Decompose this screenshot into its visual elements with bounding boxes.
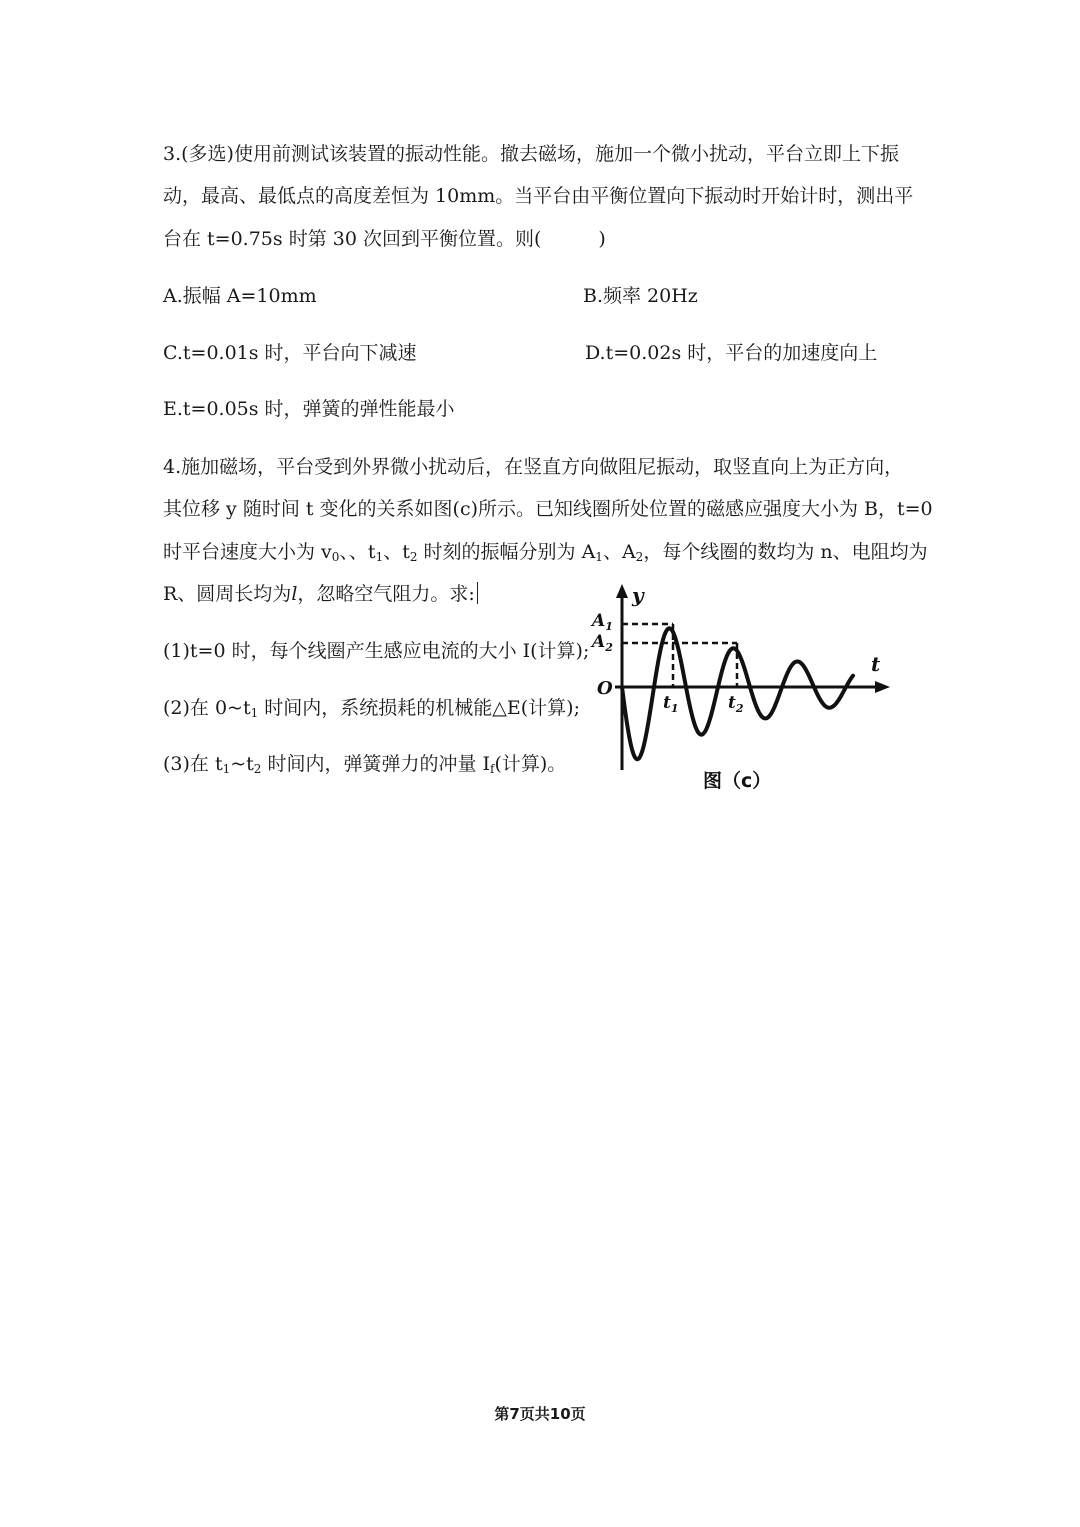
q3-line-1: 3.(多选)使用前测试该装置的振动性能。撤去磁场，施加一个微小扰动，平台立即上下振 — [163, 143, 899, 165]
q4-line-4-part: ，忽略空气阻力。求: — [297, 583, 475, 605]
t2-sub: 2 — [735, 702, 744, 715]
q4-line-2: 其位移 y 随时间 t 变化的关系如图(c)所示。已知线圈所处位置的磁感应强度大小为 B，t=0 — [163, 498, 933, 520]
page-footer: 第7页共10页 — [494, 1405, 586, 1423]
q4-line-3-part: 时平台速度大小为 v — [163, 541, 332, 563]
sub-question-2-part: (2)在 0~t — [163, 697, 251, 719]
option-b: B.频率 20Hz — [583, 285, 698, 307]
a2-main: A — [592, 632, 606, 652]
sub-question-2 — [163, 696, 580, 720]
subscript: 1 — [222, 762, 231, 776]
subscript: 0 — [331, 550, 340, 564]
q4-line-4-italic-l: l — [291, 583, 298, 605]
sub-question-3-part: ~t — [230, 753, 254, 775]
t2-main: t — [728, 693, 736, 713]
a2-label — [590, 632, 613, 654]
a2-sub: 2 — [605, 641, 613, 654]
t1-sub: 1 — [670, 702, 679, 715]
subscript: f — [490, 762, 495, 776]
q4-line-4-part: R、圆周长均为 — [163, 583, 292, 605]
t2-label — [728, 693, 744, 715]
q4-line-3-part: 、A — [602, 541, 636, 563]
y-axis-arrow — [616, 584, 628, 598]
q4-line-4 — [163, 582, 478, 606]
a1-main: A — [592, 611, 606, 631]
subscript: 2 — [409, 550, 418, 564]
origin-label: O — [597, 678, 613, 699]
q4-line-3-part: 、t — [383, 541, 410, 563]
subscript: 1 — [375, 550, 384, 564]
option-a: A.振幅 A=10mm — [163, 285, 317, 307]
t-axis-label: t — [871, 652, 881, 676]
subscript: 1 — [250, 706, 259, 720]
q4-line-1: 4.施加磁场，平台受到外界微小扰动后，在竖直方向做阻尼振动，取竖直向上为正方向， — [163, 456, 904, 478]
q4-line-3 — [163, 540, 928, 564]
t1-main: t — [663, 693, 671, 713]
sub-question-3-part: (计算)。 — [494, 753, 567, 775]
q4-line-3-part: ，每个线圈的数均为 n、电阻均为 — [643, 541, 928, 563]
text-cursor — [477, 582, 478, 604]
t-axis-arrow — [875, 681, 890, 693]
subscript: 2 — [253, 762, 262, 776]
sub-question-2-part: 时间内，系统损耗的机械能△E(计算); — [258, 697, 580, 719]
y-axis-label: y — [632, 583, 644, 607]
option-e: E.t=0.05s 时，弹簧的弹性能最小 — [163, 398, 455, 420]
q4-line-3-part: 、、t — [339, 541, 376, 563]
a1-label — [590, 611, 613, 633]
q4-line-3-part: 时刻的振幅分别为 A — [417, 541, 596, 563]
sub-question-3-part: (3)在 t — [163, 753, 223, 775]
subscript: 2 — [635, 550, 644, 564]
figure-caption: 图（c） — [703, 770, 772, 792]
a1-sub: 1 — [605, 620, 613, 633]
subscript: 1 — [595, 550, 603, 564]
sub-question-3-part: 时间内，弹簧弹力的冲量 I — [261, 753, 491, 775]
option-c: C.t=0.01s 时，平台向下减速 — [163, 342, 417, 364]
q3-line-2: 动，最高、最低点的高度差恒为 10mm。当平台由平衡位置向下振动时开始计时，测出平 — [163, 185, 914, 207]
sub-question-3 — [163, 752, 566, 776]
q3-line-3: 台在 t=0.75s 时第 30 次回到平衡位置。则( ) — [163, 228, 606, 250]
figure-c-graph — [585, 580, 905, 810]
option-d: D.t=0.02s 时，平台的加速度向上 — [585, 342, 878, 364]
sub-question-1: (1)t=0 时，每个线圈产生感应电流的大小 I(计算); — [163, 640, 590, 662]
t1-label — [663, 693, 679, 715]
